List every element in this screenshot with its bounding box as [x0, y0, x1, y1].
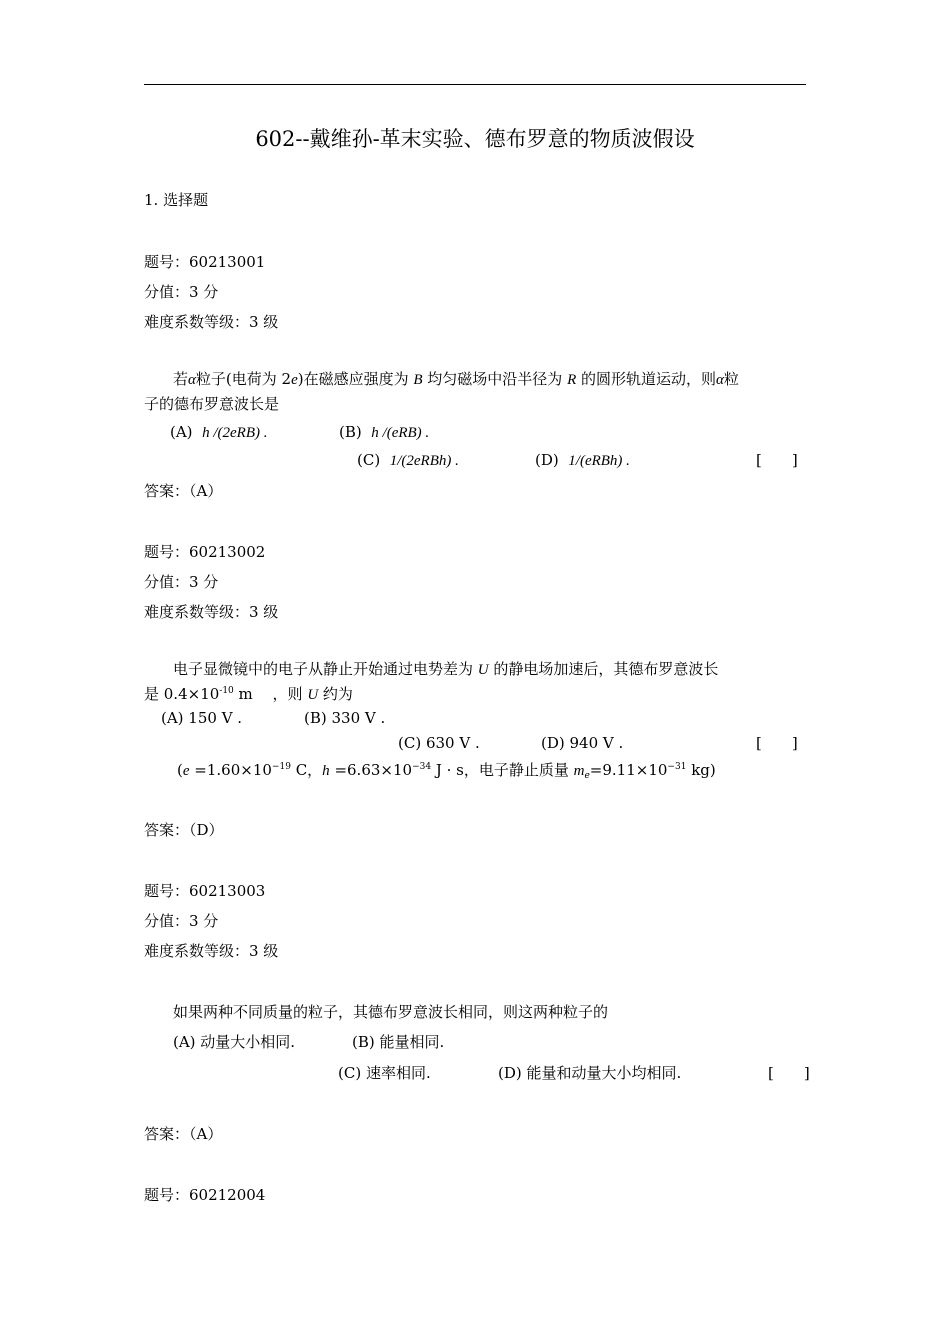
constant-unit: kg): [686, 761, 716, 779]
q2-stem-text: m ，则: [233, 685, 308, 703]
voltage-symbol: U: [307, 687, 319, 703]
q1-difficulty: 难度系数等级：3 级: [144, 313, 279, 331]
q1-option-d: [535, 450, 630, 471]
q2-constants: [177, 760, 716, 781]
q2-option-d: (D) 940 V .: [541, 734, 624, 752]
option-label: (B): [339, 423, 362, 441]
q2-difficulty: 难度系数等级：3 级: [144, 603, 279, 621]
q2-option-b: (B) 330 V .: [304, 709, 386, 727]
q3-option-b: (B) 能量相同.: [352, 1033, 445, 1051]
q2-stem-line2: [144, 684, 353, 705]
option-formula: 1/(eRBh) .: [568, 453, 630, 469]
charge-symbol: e: [291, 372, 298, 388]
constant-value: =6.63×10: [329, 761, 413, 779]
q1-option-c: [357, 450, 459, 471]
q3-option-c: (C) 速率相同.: [338, 1064, 431, 1082]
q2-stem-line1: [173, 659, 718, 680]
mass-symbol: m: [573, 763, 585, 779]
q2-answer: 答案：（D）: [144, 821, 224, 839]
q1-score: 分值：3 分: [144, 283, 219, 301]
voltage-symbol: U: [477, 662, 489, 678]
page-title: 602--戴维孙-革末实验、德布罗意的物质波假设: [255, 127, 695, 151]
q2-stem-text: 是 0.4×10: [144, 685, 220, 703]
q3-option-d: (D) 能量和动量大小均相同.: [498, 1064, 682, 1082]
q3-stem: 如果两种不同质量的粒子，其德布罗意波长相同，则这两种粒子的: [173, 1003, 609, 1021]
q3-score: 分值：3 分: [144, 912, 219, 930]
q3-answer-bracket: [ ]: [768, 1064, 810, 1082]
constant-value: =1.60×10: [189, 761, 272, 779]
q2-option-a: (A) 150 V .: [161, 709, 243, 727]
paren: (: [177, 761, 183, 779]
exponent: −31: [667, 762, 687, 772]
q2-stem-text: 电子显微镜中的电子从静止开始通过电势差为: [173, 660, 478, 678]
q1-id: 题号：60213001: [144, 253, 266, 271]
subscript: e: [584, 771, 590, 781]
q3-difficulty: 难度系数等级：3 级: [144, 942, 279, 960]
alpha-symbol: α: [716, 372, 724, 388]
exponent: −34: [412, 762, 432, 772]
q2-option-c: (C) 630 V .: [398, 734, 480, 752]
exponent: -10: [219, 686, 234, 696]
q1-stem-text: )在磁感应强度为: [297, 370, 414, 388]
q1-stem-line1: [173, 369, 739, 390]
q1-answer: 答案：（A）: [144, 482, 223, 500]
q3-id: 题号：60213003: [144, 882, 266, 900]
q1-stem-line2: 子的德布罗意波长是: [144, 395, 280, 413]
q1-stem-text: 均匀磁场中沿半径为: [422, 370, 568, 388]
constant-value: =9.11×10: [589, 761, 668, 779]
q1-stem-text: 粒子(电荷为 2: [195, 370, 292, 388]
q2-score: 分值：3 分: [144, 573, 219, 591]
q2-stem-text: 的静电场加速后，其德布罗意波长: [488, 660, 719, 678]
option-formula: 1/(2eRBh) .: [389, 453, 459, 469]
option-label: (A): [170, 423, 193, 441]
q1-stem-text: 的圆形轨道运动，则: [576, 370, 717, 388]
q1-stem-text: 粒: [723, 370, 739, 388]
radius-symbol: R: [567, 372, 577, 388]
q1-option-b: [339, 422, 429, 443]
q2-id: 题号：60213002: [144, 543, 266, 561]
planck-symbol: h: [322, 763, 330, 779]
header-rule: [144, 84, 806, 85]
constant-unit: J · s，电子静止质量: [431, 761, 574, 779]
option-formula: h /(eRB) .: [371, 425, 430, 441]
q1-answer-bracket: [ ]: [756, 451, 798, 469]
section-heading: 1. 选择题: [144, 191, 209, 209]
option-formula: h /(2eRB) .: [202, 425, 268, 441]
exponent: −19: [271, 762, 291, 772]
option-label: (C): [357, 451, 381, 469]
q4-id: 题号：60212004: [144, 1186, 266, 1204]
constant-unit: C，: [290, 761, 323, 779]
alpha-symbol: α: [188, 372, 196, 388]
q2-stem-text: 约为: [318, 685, 353, 703]
q3-option-a: (A) 动量大小相同.: [173, 1033, 296, 1051]
q3-answer: 答案：（A）: [144, 1125, 223, 1143]
field-symbol: B: [413, 372, 423, 388]
q1-stem-text: 若: [173, 370, 189, 388]
charge-symbol: e: [182, 763, 190, 779]
q1-option-a: [170, 422, 267, 443]
option-label: (D): [535, 451, 559, 469]
q2-answer-bracket: [ ]: [756, 734, 798, 752]
